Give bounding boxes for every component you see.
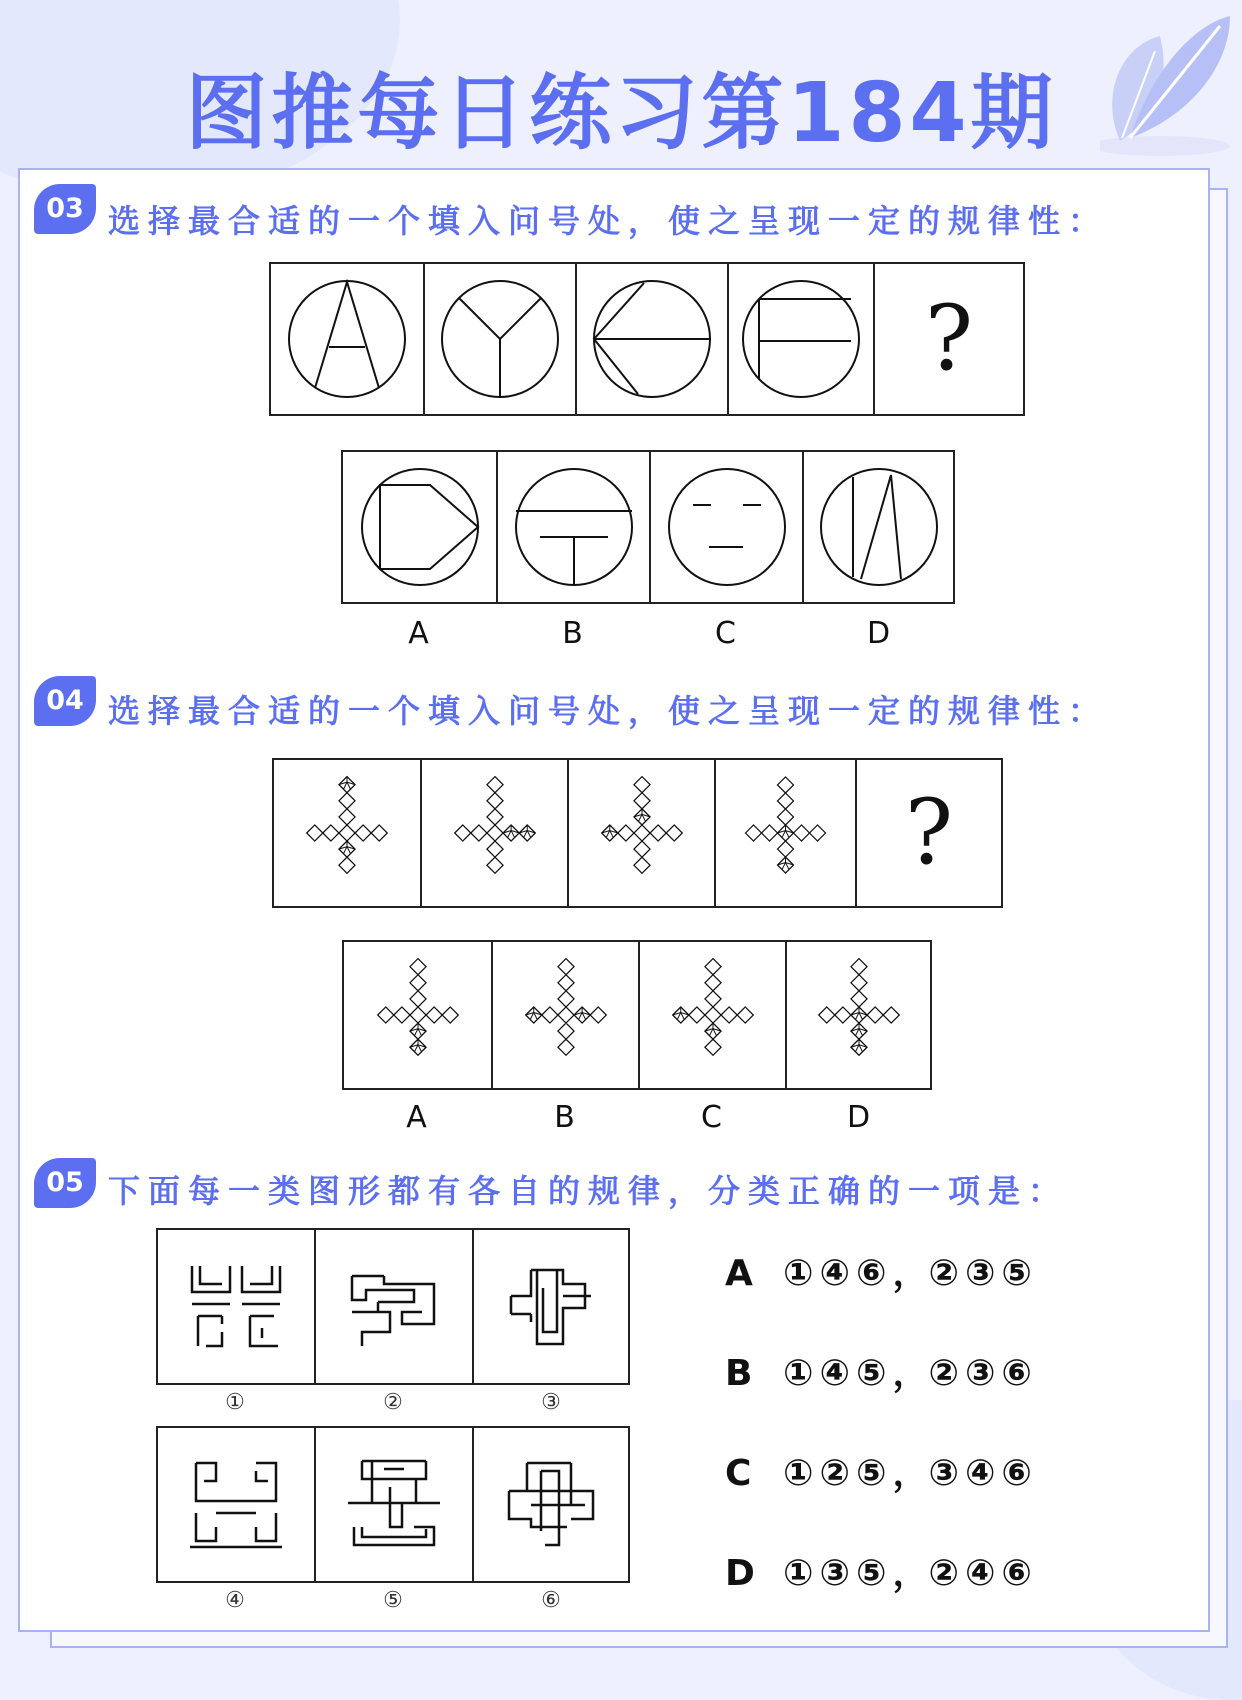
question-prompt: 下面每一类图形都有各自的规律，分类正确的一项是： bbox=[108, 1172, 1069, 1210]
q4-figure-3 bbox=[567, 758, 714, 908]
q4-option-a[interactable] bbox=[342, 940, 491, 1090]
q4-figure-1 bbox=[272, 758, 420, 908]
option-label: D bbox=[866, 616, 891, 651]
q5-figure-5 bbox=[314, 1426, 472, 1583]
question-mark: ? bbox=[904, 780, 954, 885]
q3-options-row bbox=[341, 450, 955, 604]
answer-option-c[interactable] bbox=[725, 1445, 1038, 1496]
figure-number: ③ bbox=[541, 1390, 561, 1415]
q3-option-a[interactable] bbox=[341, 450, 496, 604]
answer-letter: D bbox=[725, 1553, 755, 1594]
q3-option-c[interactable] bbox=[649, 450, 802, 604]
q3-figure-3 bbox=[575, 262, 727, 416]
answer-separator: ， bbox=[892, 1453, 929, 1494]
answer-group-2: ②③⑤ bbox=[928, 1253, 1038, 1294]
page-title: 图推每日练习第184期 bbox=[185, 66, 1057, 161]
q3-option-b[interactable] bbox=[496, 450, 649, 604]
q3-sequence-row bbox=[269, 262, 1025, 416]
answer-option-b[interactable] bbox=[725, 1345, 1038, 1396]
figure-number: ② bbox=[383, 1390, 403, 1415]
question-number-badge: 05 bbox=[34, 1158, 96, 1208]
answer-group-2: ②④⑥ bbox=[928, 1553, 1038, 1594]
question-prompt: 选择最合适的一个填入问号处，使之呈现一定的规律性： bbox=[108, 202, 1109, 240]
option-label: B bbox=[554, 1100, 575, 1135]
q4-figure-4 bbox=[714, 758, 855, 908]
option-label: D bbox=[846, 1100, 871, 1135]
answer-separator: ， bbox=[892, 1253, 929, 1294]
option-label: A bbox=[408, 616, 429, 651]
q5-figure-3 bbox=[472, 1228, 630, 1385]
q4-sequence-row bbox=[272, 758, 1003, 908]
question-prompt: 选择最合适的一个填入问号处，使之呈现一定的规律性： bbox=[108, 692, 1109, 730]
answer-separator: ， bbox=[892, 1353, 929, 1394]
answer-group-2: ②③⑥ bbox=[928, 1353, 1038, 1394]
q3-option-labels bbox=[341, 616, 955, 651]
leaf-decoration-icon bbox=[1100, 6, 1240, 156]
answer-separator: ， bbox=[892, 1553, 929, 1594]
q5-figure-4 bbox=[156, 1426, 314, 1583]
figure-number: ④ bbox=[225, 1588, 245, 1613]
question-number-badge: 03 bbox=[34, 184, 96, 234]
question-mark: ? bbox=[924, 286, 974, 391]
q4-option-d[interactable] bbox=[785, 940, 932, 1090]
q3-figure-2 bbox=[423, 262, 575, 416]
q4-option-labels bbox=[342, 1100, 932, 1135]
q5-figures-row-2 bbox=[156, 1426, 630, 1583]
q5-figures-row-1 bbox=[156, 1228, 630, 1385]
option-label: A bbox=[406, 1100, 427, 1135]
q3-figure-1 bbox=[269, 262, 423, 416]
q3-figure-4 bbox=[727, 262, 873, 416]
question-number-badge: 04 bbox=[34, 676, 96, 726]
option-label: C bbox=[715, 616, 736, 651]
option-label: C bbox=[701, 1100, 722, 1135]
figure-number: ⑤ bbox=[383, 1588, 403, 1613]
answer-group-1: ①②⑤ bbox=[783, 1453, 893, 1494]
figure-number: ① bbox=[225, 1390, 245, 1415]
q5-figure-2 bbox=[314, 1228, 472, 1385]
q3-question-box bbox=[873, 262, 1025, 416]
q5-figure-1 bbox=[156, 1228, 314, 1385]
q4-option-b[interactable] bbox=[491, 940, 638, 1090]
q4-figure-2 bbox=[420, 758, 567, 908]
q4-question-box bbox=[855, 758, 1003, 908]
option-label: B bbox=[562, 616, 583, 651]
answer-letter: C bbox=[725, 1453, 752, 1494]
figure-number: ⑥ bbox=[541, 1588, 561, 1613]
answer-letter: A bbox=[725, 1253, 753, 1294]
answer-group-1: ①④⑥ bbox=[783, 1253, 893, 1294]
answer-letter: B bbox=[725, 1353, 753, 1394]
q3-option-d[interactable] bbox=[802, 450, 955, 604]
q4-option-c[interactable] bbox=[638, 940, 785, 1090]
answer-option-a[interactable] bbox=[725, 1245, 1038, 1296]
answer-group-1: ①④⑤ bbox=[783, 1353, 893, 1394]
q4-options-row bbox=[342, 940, 932, 1090]
answer-option-d[interactable] bbox=[725, 1545, 1038, 1596]
answer-group-1: ①③⑤ bbox=[783, 1553, 893, 1594]
q5-figure-6 bbox=[472, 1426, 630, 1583]
answer-group-2: ③④⑥ bbox=[928, 1453, 1038, 1494]
